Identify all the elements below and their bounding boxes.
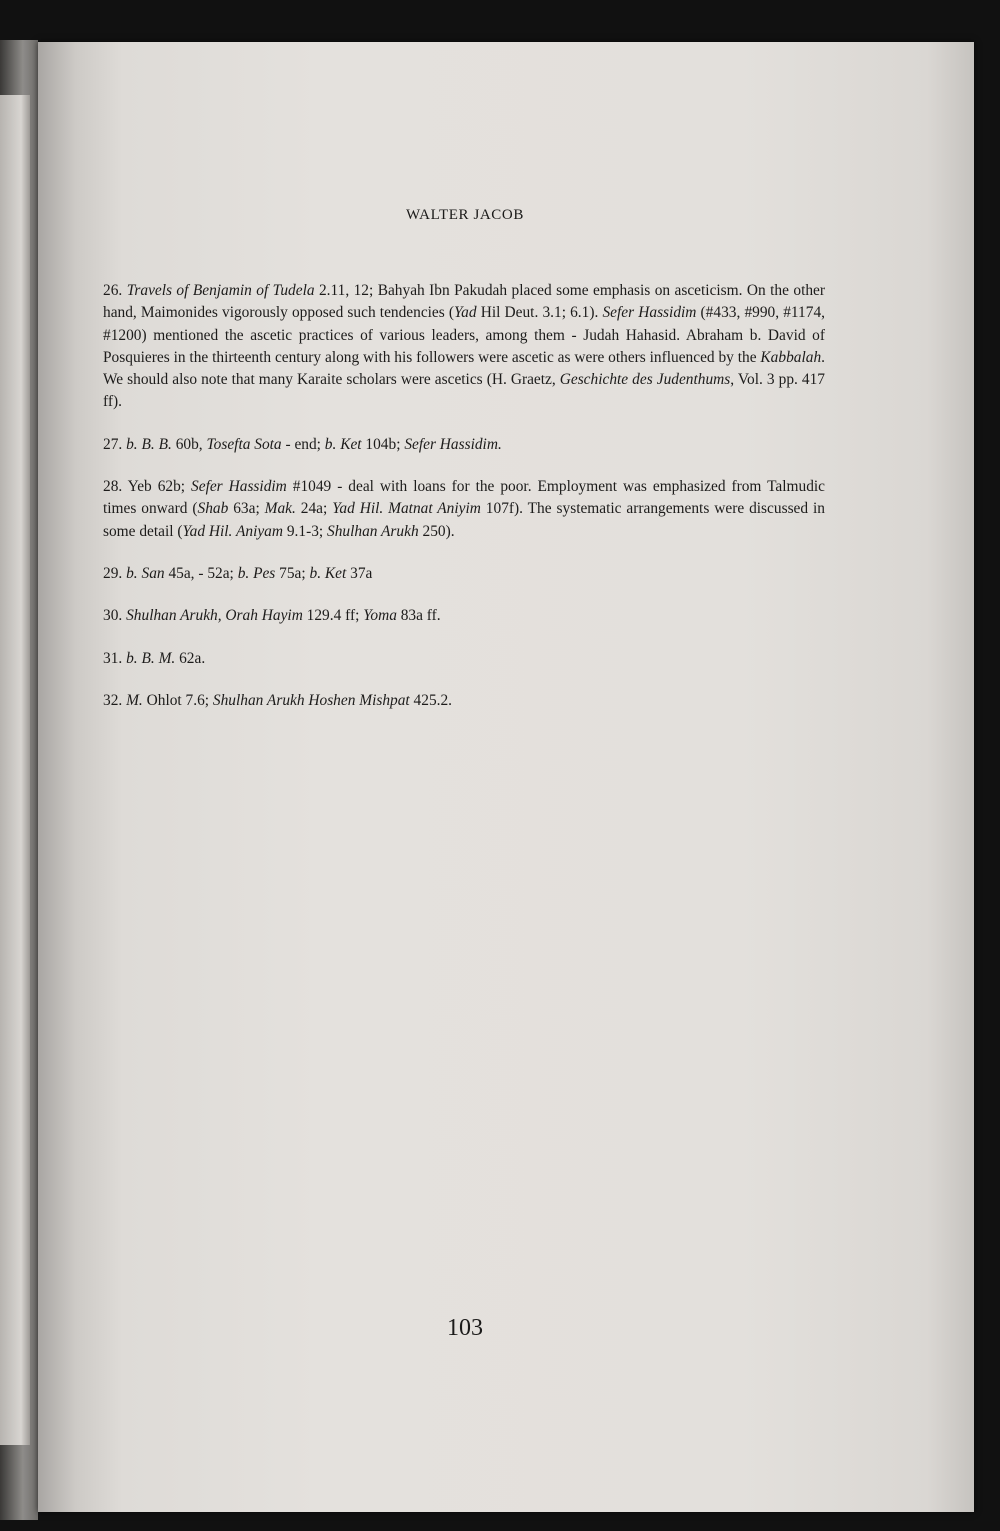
citation-title: Geschichte des Judenthums [559, 371, 731, 389]
footnote-text: 9.1-3; [282, 522, 328, 540]
citation-title: Shulhan Arukh, Orah Hayim [126, 607, 303, 625]
footnote-text: , Vol. 3 pp. 417 ff). [103, 371, 825, 411]
citation-title: Sefer Hassidim. [404, 435, 502, 453]
footnote-number: 28. [103, 478, 123, 496]
footnote-text: 104b; [361, 435, 405, 453]
footnote-29 [103, 563, 825, 585]
footnote-26 [103, 280, 825, 414]
footnote-text: . We should also note that many Karaite scholars were ascetics (H. Graetz, [103, 348, 825, 389]
citation-title: Tosefta Sota [206, 435, 282, 453]
footnote-text: 60b, [171, 435, 207, 453]
footnote-31 [103, 648, 825, 670]
footnote-30 [103, 605, 825, 627]
footnote-text: 2.11, 12; Bahyah Ibn Pakudah placed some emphasis on asceticism. On the other hand, Maimonides vigorously opposed such tendencies ( [103, 282, 825, 322]
footnotes [103, 280, 825, 732]
citation-title: Yoma [363, 607, 397, 625]
citation-title: Travels of Benjamin of Tudela [126, 282, 315, 299]
footnote-text: 75a; [275, 564, 310, 582]
citation-title: b. Ket [324, 435, 362, 453]
footnote-text: 63a; [228, 500, 265, 518]
citation-title: Yad Hil. Matnat Aniyim [332, 500, 481, 518]
footnote-text: - end; [281, 435, 325, 453]
citation-title: b. B. B. [126, 435, 172, 453]
citation-title: Yad Hil. Aniyam [182, 522, 283, 540]
footnote-text: 129.4 ff; [302, 607, 364, 625]
citation-title: Mak. [264, 500, 296, 518]
citation-title: Kabbalah [760, 348, 822, 366]
footnote-number: 31. [103, 649, 123, 667]
footnote-text: (#433, #990, #1174, #1200) mentioned the ascetic practices of various leaders, among them - Judah Hahasid. Abraham b. David of Posquieres in the thirteenth century along with his followers were ascetic as were others influenced by the [103, 304, 825, 366]
footnote-text: Hil Deut. 3.1; 6.1). [476, 304, 603, 322]
book-page [38, 42, 974, 1512]
citation-title: b. Pes [237, 564, 276, 582]
footnote-text: 24a; [295, 500, 333, 518]
running-head: WALTER JACOB [406, 207, 524, 223]
footnote-text: 250). [418, 522, 455, 540]
footnote-number: 30. [103, 607, 123, 625]
facing-page-edge [0, 95, 30, 1445]
citation-title: Shab [197, 500, 229, 518]
footnote-32 [103, 690, 825, 712]
citation-title: Sefer Hassidim [191, 478, 287, 496]
citation-title: b. B. M. [126, 649, 176, 667]
footnote-number: 32. [103, 691, 123, 709]
footnote-number: 27. [103, 435, 123, 453]
citation-title: b. Ket [309, 564, 347, 582]
citation-title: Shulhan Arukh [327, 522, 419, 540]
footnote-text: Ohlot 7.6; [142, 691, 213, 709]
footnote-text: 425.2. [409, 691, 453, 709]
footnote-text: #1049 - deal with loans for the poor. Employment was emphasized from Talmudic times onward ( [103, 478, 825, 518]
footnote-27 [103, 434, 825, 456]
page-number: 103 [447, 1315, 483, 1341]
footnote-text: 62a. [175, 649, 206, 667]
footnote-text: 83a ff. [396, 607, 441, 625]
citation-title: Yad [454, 304, 477, 322]
footnote-number: 29. [103, 564, 123, 582]
footnote-number: 26. [103, 282, 123, 299]
footnote-text: 37a [346, 564, 373, 582]
footnote-28 [103, 476, 825, 543]
citation-title: Sefer Hassidim [602, 304, 697, 322]
footnote-text: Yeb 62b; [127, 478, 192, 496]
footnote-text: 107f). The systematic arrangements were discussed in some detail ( [103, 500, 825, 540]
citation-title: Shulhan Arukh Hoshen Mishpat [212, 691, 410, 709]
citation-title: b. San [126, 564, 165, 582]
citation-title: M. [126, 691, 143, 709]
footnote-text: 45a, - 52a; [164, 564, 238, 582]
